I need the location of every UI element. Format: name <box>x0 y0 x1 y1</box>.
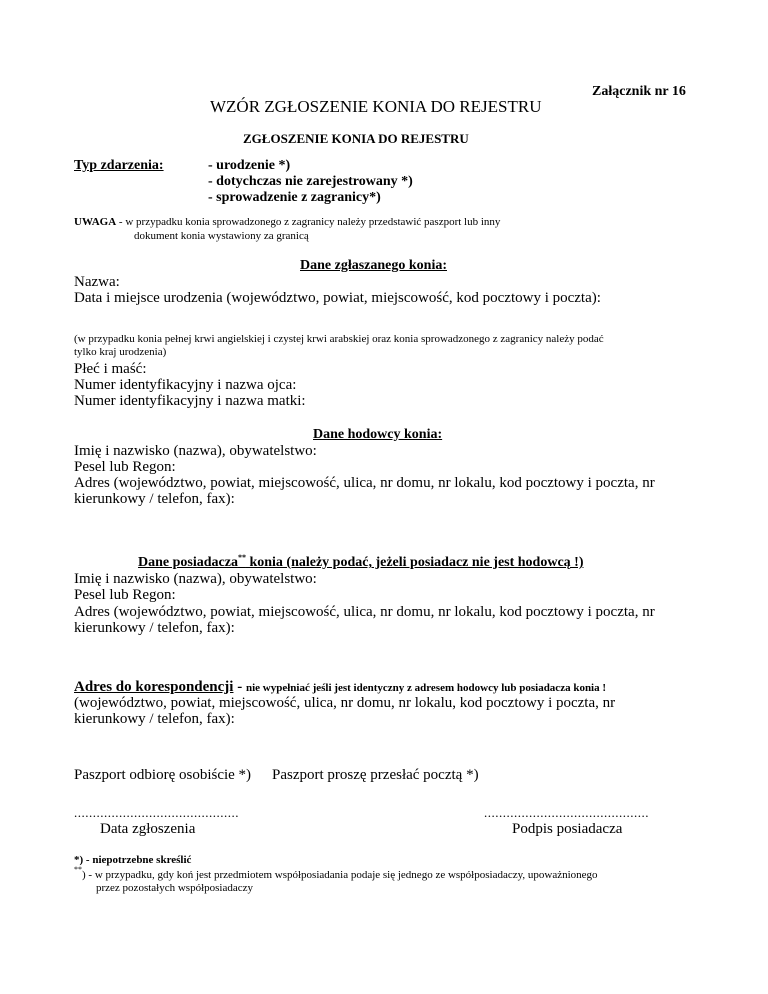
attachment-number: Załącznik nr 16 <box>592 84 686 99</box>
horse-birth-note: (w przypadku konia pełnej krwi angielskiej i czystej krwi arabskiej oraz konia sprowadzonego z zagranicy należy podać <box>74 333 604 345</box>
horse-father-field: Numer identyfikacyjny i nazwa ojca: <box>74 377 297 393</box>
page-title: WZÓR ZGŁOSZENIE KONIA DO REJESTRU <box>210 97 542 116</box>
correspondence-address-field: (województwo, powiat, miejscowość, ulica, nr domu, nr lokalu, kod pocztowy i poczta, nr <box>74 695 616 711</box>
correspondence-heading <box>74 678 606 696</box>
owner-heading-note: konia (należy podać, jeżeli posiadacz nie jest hodowcą !) <box>245 555 584 570</box>
correspondence-note: nie wypełniać jeśli jest identyczny z adresem hodowcy lub posiadacza konia ! <box>245 682 607 694</box>
horse-sex-color-field: Płeć i maść: <box>74 361 147 377</box>
correspondence-heading-text: Adres do korespondencji <box>74 679 234 695</box>
footnote-2-cont: przez pozostałych współposiadaczy <box>96 882 253 894</box>
footnote-2-text: ) - w przypadku, gdy koń jest przedmiotem współposiadania podaje się jednego ze współposiadaczy, upoważnionego <box>82 869 598 881</box>
event-option-imported: - sprowadzenie z zagranicy*) <box>208 190 381 205</box>
breeder-section-heading: Dane hodowcy konia: <box>313 427 443 442</box>
notice-label: UWAGA <box>74 216 117 228</box>
notice <box>74 216 500 229</box>
notice-text-cont: dokument konia wystawiony za granicą <box>134 230 309 242</box>
date-dotted-line: ............................................ <box>74 805 239 820</box>
footnote-2-mark: ** <box>74 865 82 874</box>
horse-birth-note-cont: tylko kraj urodzenia) <box>74 346 167 358</box>
owner-address-field: Adres (województwo, powiat, miejscowość, ulica, nr domu, nr lokalu, kod pocztowy i poczta, nr <box>74 604 655 620</box>
horse-mother-field: Numer identyfikacyjny i nazwa matki: <box>74 393 306 409</box>
owner-heading-footnote-mark: ** <box>237 553 246 562</box>
footnote-1-mark: *) <box>74 854 84 866</box>
horse-name-field: Nazwa: <box>74 274 120 290</box>
footnote-1 <box>74 854 191 867</box>
breeder-pesel-field: Pesel lub Regon: <box>74 459 176 475</box>
event-type-label: Typ zdarzenia: <box>74 158 164 173</box>
footnote-2 <box>74 865 598 882</box>
date-label: Data zgłoszenia <box>100 821 196 837</box>
event-option-unregistered: - dotychczas nie zarejestrowany *) <box>208 174 413 189</box>
passport-pickup-option: Paszport odbiorę osobiście *) <box>74 767 252 783</box>
breeder-name-field: Imię i nazwisko (nazwa), obywatelstwo: <box>74 443 317 459</box>
form-subtitle: ZGŁOSZENIE KONIA DO REJESTRU <box>243 131 469 146</box>
passport-mail-option: Paszport proszę przesłać pocztą *) <box>272 767 479 783</box>
owner-pesel-field: Pesel lub Regon: <box>74 587 176 603</box>
event-option-birth: - urodzenie *) <box>208 158 291 173</box>
correspondence-dash: - <box>233 679 246 695</box>
signature-label: Podpis posiadacza <box>512 821 623 837</box>
signature-dotted-line: ............................................ <box>484 805 649 820</box>
notice-text: - w przypadku konia sprowadzonego z zagranicy należy przedstawić paszport lub inny <box>116 216 501 228</box>
breeder-address-field-cont: kierunkowy / telefon, fax): <box>74 491 235 507</box>
horse-section-heading: Dane zgłaszanego konia: <box>300 258 447 273</box>
horse-birth-field: Data i miejsce urodzenia (województwo, powiat, miejscowość, kod pocztowy i poczta): <box>74 290 601 306</box>
owner-heading-text: Dane posiadacza <box>138 555 238 570</box>
owner-section-heading <box>138 555 583 571</box>
breeder-address-field: Adres (województwo, powiat, miejscowość, ulica, nr domu, nr lokalu, kod pocztowy i poczta, nr <box>74 475 655 491</box>
owner-name-field: Imię i nazwisko (nazwa), obywatelstwo: <box>74 571 317 587</box>
footnote-1-text: - niepotrzebne skreślić <box>83 854 192 866</box>
correspondence-address-field-cont: kierunkowy / telefon, fax): <box>74 711 235 727</box>
owner-address-field-cont: kierunkowy / telefon, fax): <box>74 620 235 636</box>
